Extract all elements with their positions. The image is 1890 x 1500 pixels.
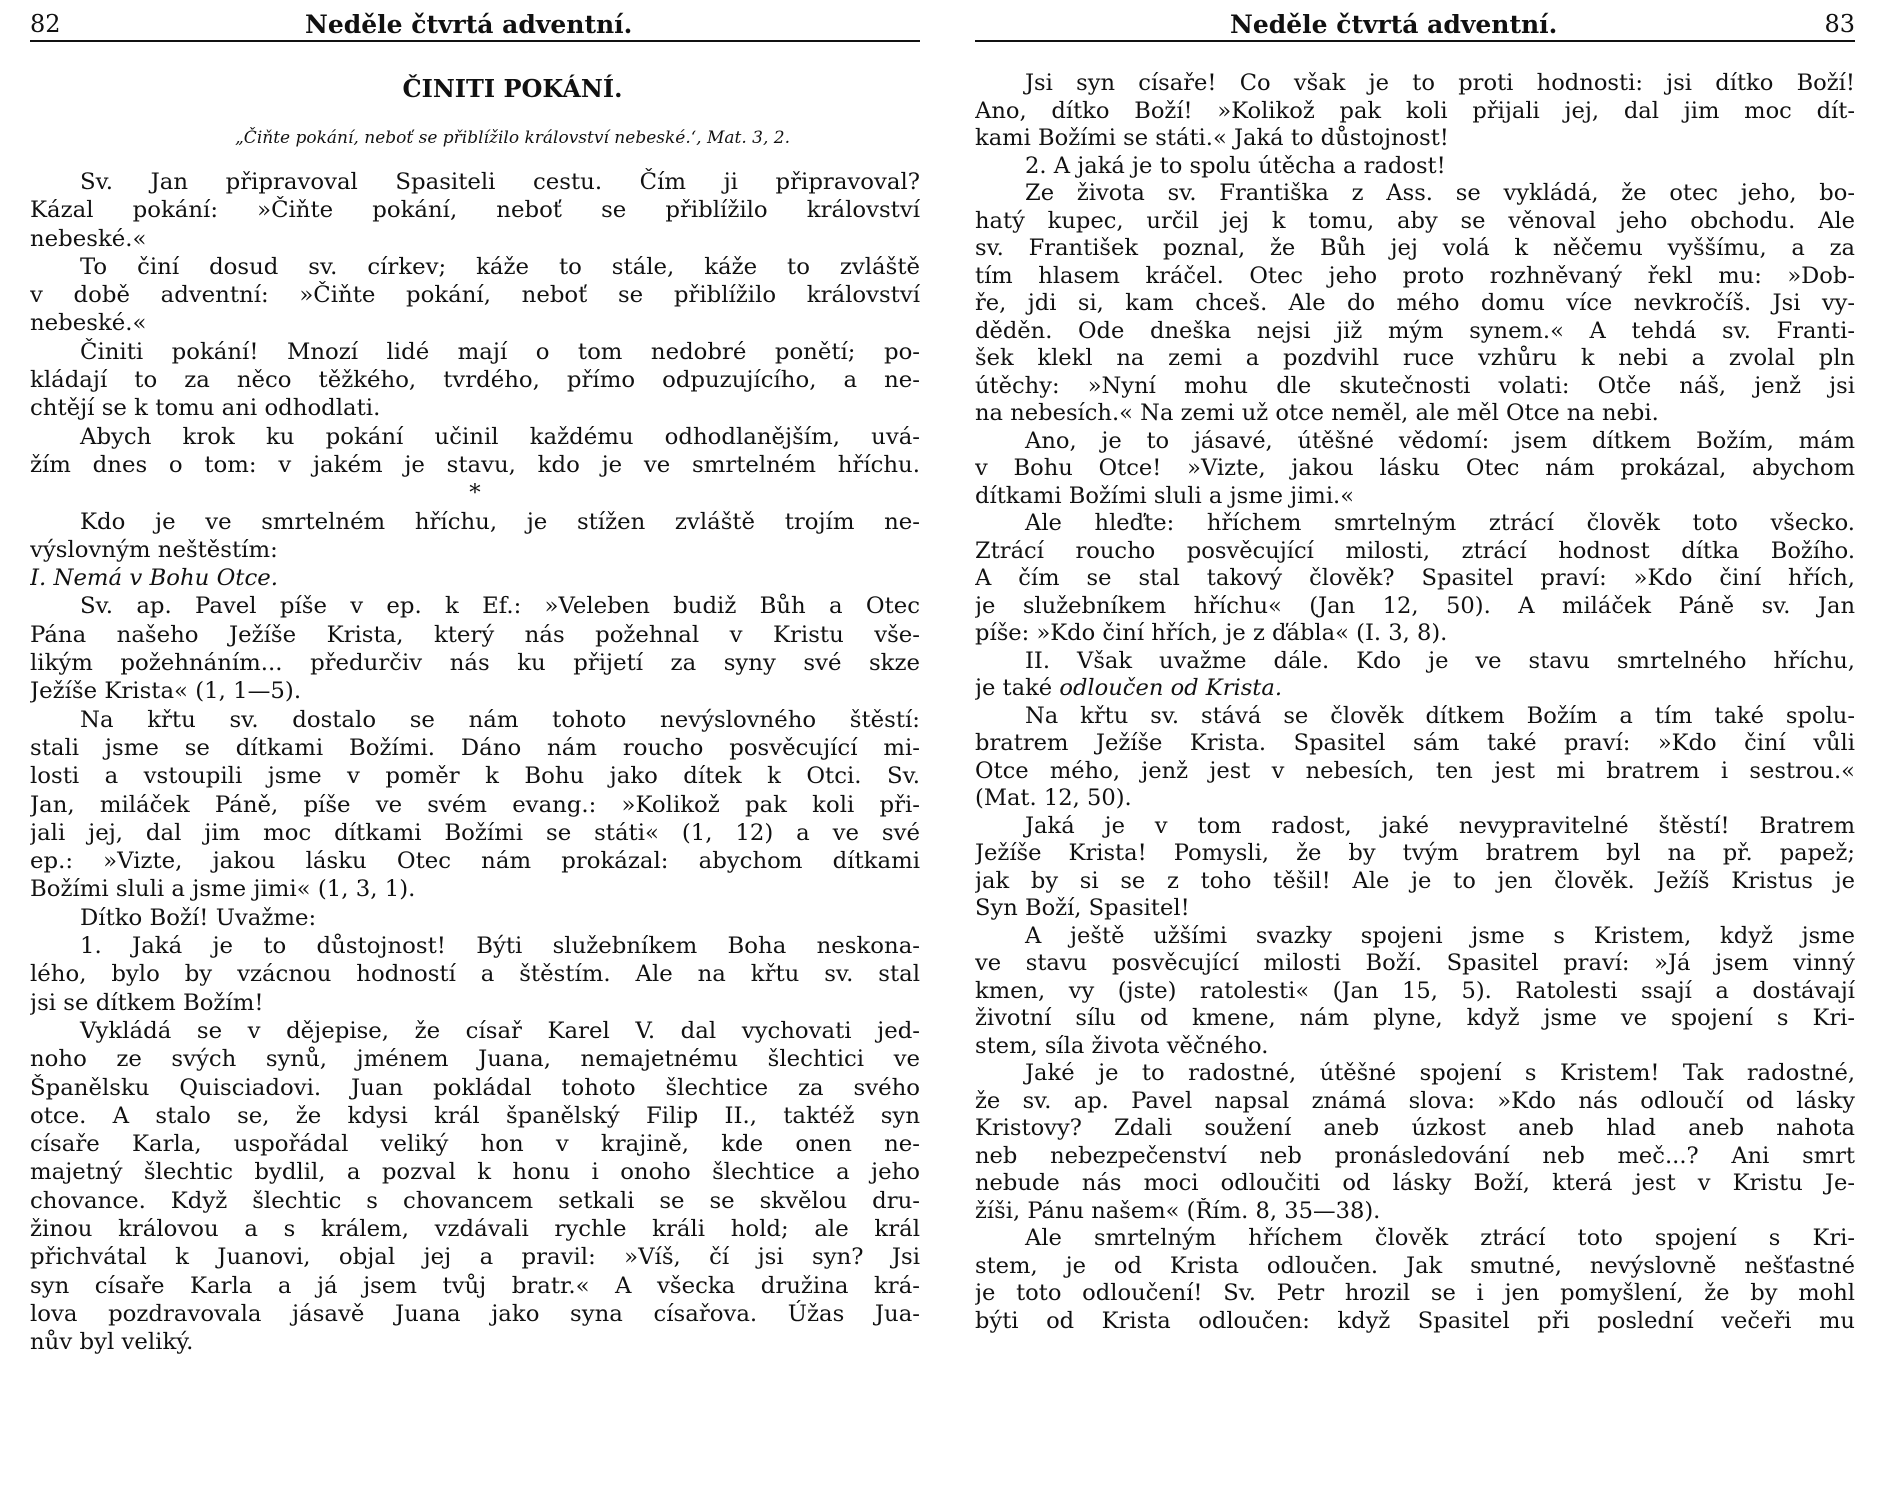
- text-line: stem, síla života věčného.: [975, 1032, 1269, 1059]
- text-line: kládají to za něco těžkého, tvrdého, přímo odpuzujícího, a ne-: [30, 367, 920, 394]
- text-line: stali jsme se dítkami Božími. Dáno nám roucho posvěcující mi-: [30, 734, 920, 761]
- text-line: životní sílu od kmene, nám plyne, když jsme ve spojení s Kri-: [975, 1005, 1855, 1031]
- text-line: Abych krok ku pokání učinil každému odhodlanějším, uvá-: [80, 423, 920, 450]
- text-line: *: [469, 480, 481, 507]
- text-line: A ještě užšími svazky spojeni jsme s Kristem, když jsme: [1025, 922, 1855, 949]
- text-line: Jaká je v tom radost, jaké nevypravitelné štěstí! Bratrem: [1025, 812, 1855, 839]
- text-line: To činí dosud sv. církev; káže to stále, káže to zvláště: [80, 253, 920, 280]
- text-line: na nebesích.« Na zemi už otce neměl, ale měl Otce na nebi.: [975, 400, 1659, 426]
- text-line: chovance. Když šlechtic s chovancem setkali se se skvělou dru-: [30, 1187, 920, 1214]
- text-line: otce. A stalo se, že kdysi král španělský Filip II., taktéž syn: [30, 1102, 920, 1129]
- text-line: hatý kupec, určil jej k tomu, aby se věnoval jeho obchodu. Ale: [975, 207, 1855, 234]
- text-line: Ale hleďte: hříchem smrtelným ztrácí člověk toto všecko.: [1025, 510, 1855, 536]
- text-line: ep.: »Vizte, jakou lásku Otec nám prokázal: abychom dítkami: [30, 848, 920, 875]
- text-line: II. Však uvažme dále. Kdo je ve stavu smrtelného hříchu,: [1025, 647, 1855, 674]
- text-line: Na křtu sv. stává se člověk dítkem Božím a tím také spolu-: [1025, 702, 1855, 729]
- text-line: likým požehnáním... předurčiv nás ku přijetí za syny své skze: [30, 650, 920, 677]
- text-line: neb nebezpečenství neb pronásledování neb meč...? Ani smrt: [975, 1142, 1855, 1169]
- text-line: nebeské.«: [30, 225, 147, 252]
- text-line: losti a vstoupili jsme v poměr k Bohu jako dítek k Otci. Sv.: [30, 763, 920, 790]
- right-running-head: [975, 10, 1855, 42]
- text-line: Pána našeho Ježíše Krista, který nás požehnal v Kristu vše-: [30, 621, 920, 648]
- text-line: útěchy: »Nyní mohu dle skutečnosti volati: Otče náš, jenž jsi: [975, 372, 1855, 399]
- italic-phrase: odloučen od Krista.: [1059, 675, 1283, 701]
- text-line: žíši, Pánu našem« (Řím. 8, 35—38).: [975, 1197, 1381, 1224]
- text-line: býti od Krista odloučen: když Spasitel při poslední večeři mu: [975, 1307, 1855, 1334]
- text-line: v Bohu Otce! »Vizte, jakou lásku Otec nám prokázal, abychom: [975, 455, 1855, 481]
- text-line: Sv. ap. Pavel píše v ep. k Ef.: »Veleben budiž Bůh a Otec: [80, 593, 920, 620]
- left-text-lines: [30, 168, 920, 1356]
- text-line: Jsi syn císaře! Co však je to proti hodnosti: jsi dítko Boží!: [1025, 70, 1855, 96]
- text-line: Otce mého, jenž jest v nebesích, ten jest mi bratrem i sestrou.«: [975, 757, 1855, 784]
- text-line: Vykládá se v dějepise, že císař Karel V. dal vychovati jed-: [80, 1017, 920, 1044]
- text-line: ve stavu posvěcující milosti Boží. Spasitel praví: »Já jsem vinný: [975, 950, 1855, 976]
- left-running-head: [30, 10, 920, 42]
- text-line: Syn Boží, Spasitel!: [975, 895, 1190, 921]
- text-line: syn císaře Karla a já jsem tvůj bratr.« A všecka družina krá-: [30, 1272, 920, 1299]
- text-line: Jan, miláček Páně, píše ve svém evang.: »Kolikož pak koli při-: [30, 791, 920, 818]
- text-line: Božími sluli a jsme jimi« (1, 3, 1).: [30, 876, 416, 903]
- text-line: ře, jdi si, kam chceš. Ale do mého domu více nevkročíš. Jsi vy-: [975, 290, 1855, 316]
- text-line: nův byl veliký.: [30, 1329, 194, 1356]
- text-line: císaře Karla, uspořádal veliký hon v krajině, kde onen ne-: [30, 1131, 920, 1158]
- text-line: přichvátal k Juanovi, objal jej a pravil: »Víš, čí jsi syn? Jsi: [30, 1244, 920, 1271]
- text-line: Ze života sv. Františka z Ass. se vykládá, že otec jeho, bo-: [1025, 180, 1855, 206]
- text-line: (Mat. 12, 50).: [975, 785, 1132, 811]
- text-line: nebeské.«: [30, 310, 147, 337]
- text-line: tím hlasem kráčel. Otec jeho proto rozhněvaný řekl mu: »Dob-: [975, 262, 1855, 289]
- sermon-heading: ČINITI POKÁNÍ.: [402, 74, 623, 103]
- text-line: Ano, je to jásavé, útěšné vědomí: jsem dítkem Božím, mám: [1025, 427, 1855, 454]
- text-line: 1. Jaká je to důstojnost! Býti služebníkem Boha neskona-: [80, 933, 920, 960]
- text-line: kami Božími se státi.« Jaká to důstojnost!: [975, 125, 1449, 151]
- text-line: že sv. ap. Pavel napsal známá slova: »Kdo nás odloučí od lásky: [975, 1087, 1855, 1114]
- text-line: kmen, vy (jste) ratolesti« (Jan 15, 5). Ratolesti ssají a dostávají: [975, 977, 1855, 1004]
- text-line: je toto odloučení! Sv. Petr hrozil se i jen pomyšlení, že by mohl: [975, 1280, 1855, 1306]
- text-line: Španělsku Quisciadovi. Juan pokládal tohoto šlechtice za svého: [30, 1074, 920, 1101]
- text-line: majetný šlechtic bydlil, a pozval k honu i onoho šlechtice a jeho: [30, 1159, 920, 1186]
- sermon-motto: „Čiňte pokání, neboť se přiblížilo království nebeské.‘, Mat. 3, 2.: [235, 128, 790, 148]
- left-page-number: 82: [30, 10, 61, 38]
- text-line: noho ze svých synů, jménem Juana, nemajetnému šlechtici ve: [30, 1046, 920, 1073]
- text-line: Ztrácí roucho posvěcující milosti, ztrácí hodnost dítka Božího.: [975, 537, 1855, 564]
- text-line: Na křtu sv. dostalo se nám tohoto nevýslovného štěstí:: [80, 706, 920, 733]
- text-line: je také odloučen od Krista.: [975, 675, 1283, 701]
- text-line: jali jej, dal jim moc dítkami Božími se státi« (1, 12) a ve své: [30, 819, 920, 846]
- text-line: je služebníkem hříchu« (Jan 12, 50). A miláček Páně sv. Jan: [975, 592, 1855, 619]
- text-line: Ale smrtelným hříchem člověk ztrácí toto spojení s Kri-: [1025, 1225, 1855, 1251]
- text-line: Jaké je to radostné, útěšné spojení s Kristem! Tak radostné,: [1025, 1060, 1855, 1086]
- right-page: [975, 0, 1855, 1500]
- right-page-number: 83: [1824, 10, 1855, 38]
- text-line: Sv. Jan připravoval Spasiteli cestu. Čím ji připravoval?: [80, 169, 920, 195]
- text-line: v době adventní: »Čiňte pokání, neboť se přiblížilo království: [30, 282, 920, 309]
- text-line: lého, bylo by vzácnou hodností a štěstím. Ale na křtu sv. stal: [30, 961, 920, 988]
- left-page-body: [30, 70, 920, 1356]
- left-page: [30, 0, 920, 1500]
- text-line: děděn. Ode dneška nejsi již mým synem.« A tehdá sv. Franti-: [975, 317, 1855, 344]
- text-line: I. Nemá v Bohu Otce.: [30, 565, 278, 592]
- text-line: jsi se dítkem Božím!: [30, 989, 264, 1016]
- text-line: Kristovy? Zdali soužení aneb úzkost aneb hlad aneb nahota: [975, 1115, 1855, 1141]
- text-line: Dítko Boží! Uvažme:: [80, 904, 317, 931]
- text-line: stem, je od Krista odloučen. Jak smutné, nevýslovně nešťastné: [975, 1252, 1855, 1279]
- text-line: šek klekl na zemi a pozdvihl ruce vzhůru k nebi a zvolal pln: [975, 345, 1855, 371]
- right-running-title: Neděle čtvrtá adventní.: [1230, 10, 1558, 39]
- text-line: lova pozdravovala jásavě Juana jako syna císařova. Úžas Jua-: [30, 1300, 920, 1327]
- text-line: dítkami Božími sluli a jsme jimi.«: [975, 482, 1355, 509]
- text-line: 2. A jaká je to spolu útěcha a radost!: [1025, 152, 1446, 179]
- text-line: žinou královou a s králem, vzdávali rychle králi hold; ale král: [30, 1215, 920, 1242]
- text-line: sv. František poznal, že Bůh jej volá k něčemu vyššímu, a za: [975, 235, 1855, 261]
- left-running-title: Neděle čtvrtá adventní.: [305, 10, 633, 39]
- text-line: Ježíše Krista! Pomysli, že by tvým bratrem byl na př. papež;: [975, 840, 1855, 866]
- text-line: nebude nás moci odloučiti od lásky Boží, která jest v Kristu Je-: [975, 1170, 1855, 1196]
- text-line: Kdo je ve smrtelném hříchu, je stížen zvláště trojím ne-: [80, 508, 920, 535]
- text-line: žím dnes o tom: v jakém je stavu, kdo je ve smrtelném hříchu.: [30, 451, 920, 478]
- text-line: Činiti pokání! Mnozí lidé mají o tom nedobré ponětí; po-: [80, 338, 920, 365]
- right-text-lines: [975, 70, 1855, 1335]
- text-line: Ježíše Krista« (1, 1—5).: [30, 678, 302, 705]
- text-line: píše: »Kdo činí hřích, je z ďábla« (I. 3, 8).: [975, 620, 1448, 646]
- right-page-body: [975, 70, 1855, 1335]
- text-line: jak by si se z toho těšil! Ale je to jen člověk. Ježíš Kristus je: [975, 867, 1855, 894]
- text-line: A čím se stal takový člověk? Spasitel praví: »Kdo činí hřích,: [975, 565, 1855, 591]
- text-line: chtějí se k tomu ani odhodlati.: [30, 395, 381, 422]
- text-line: bratrem Ježíše Krista. Spasitel sám také praví: »Kdo činí vůli: [975, 730, 1855, 756]
- text-line: Kázal pokání: »Čiňte pokání, neboť se přiblížilo království: [30, 197, 920, 224]
- text-line: výslovným neštěstím:: [30, 536, 278, 563]
- text-line: Ano, dítko Boží! »Kolikož pak koli přijali jej, dal jim moc dít-: [975, 97, 1855, 124]
